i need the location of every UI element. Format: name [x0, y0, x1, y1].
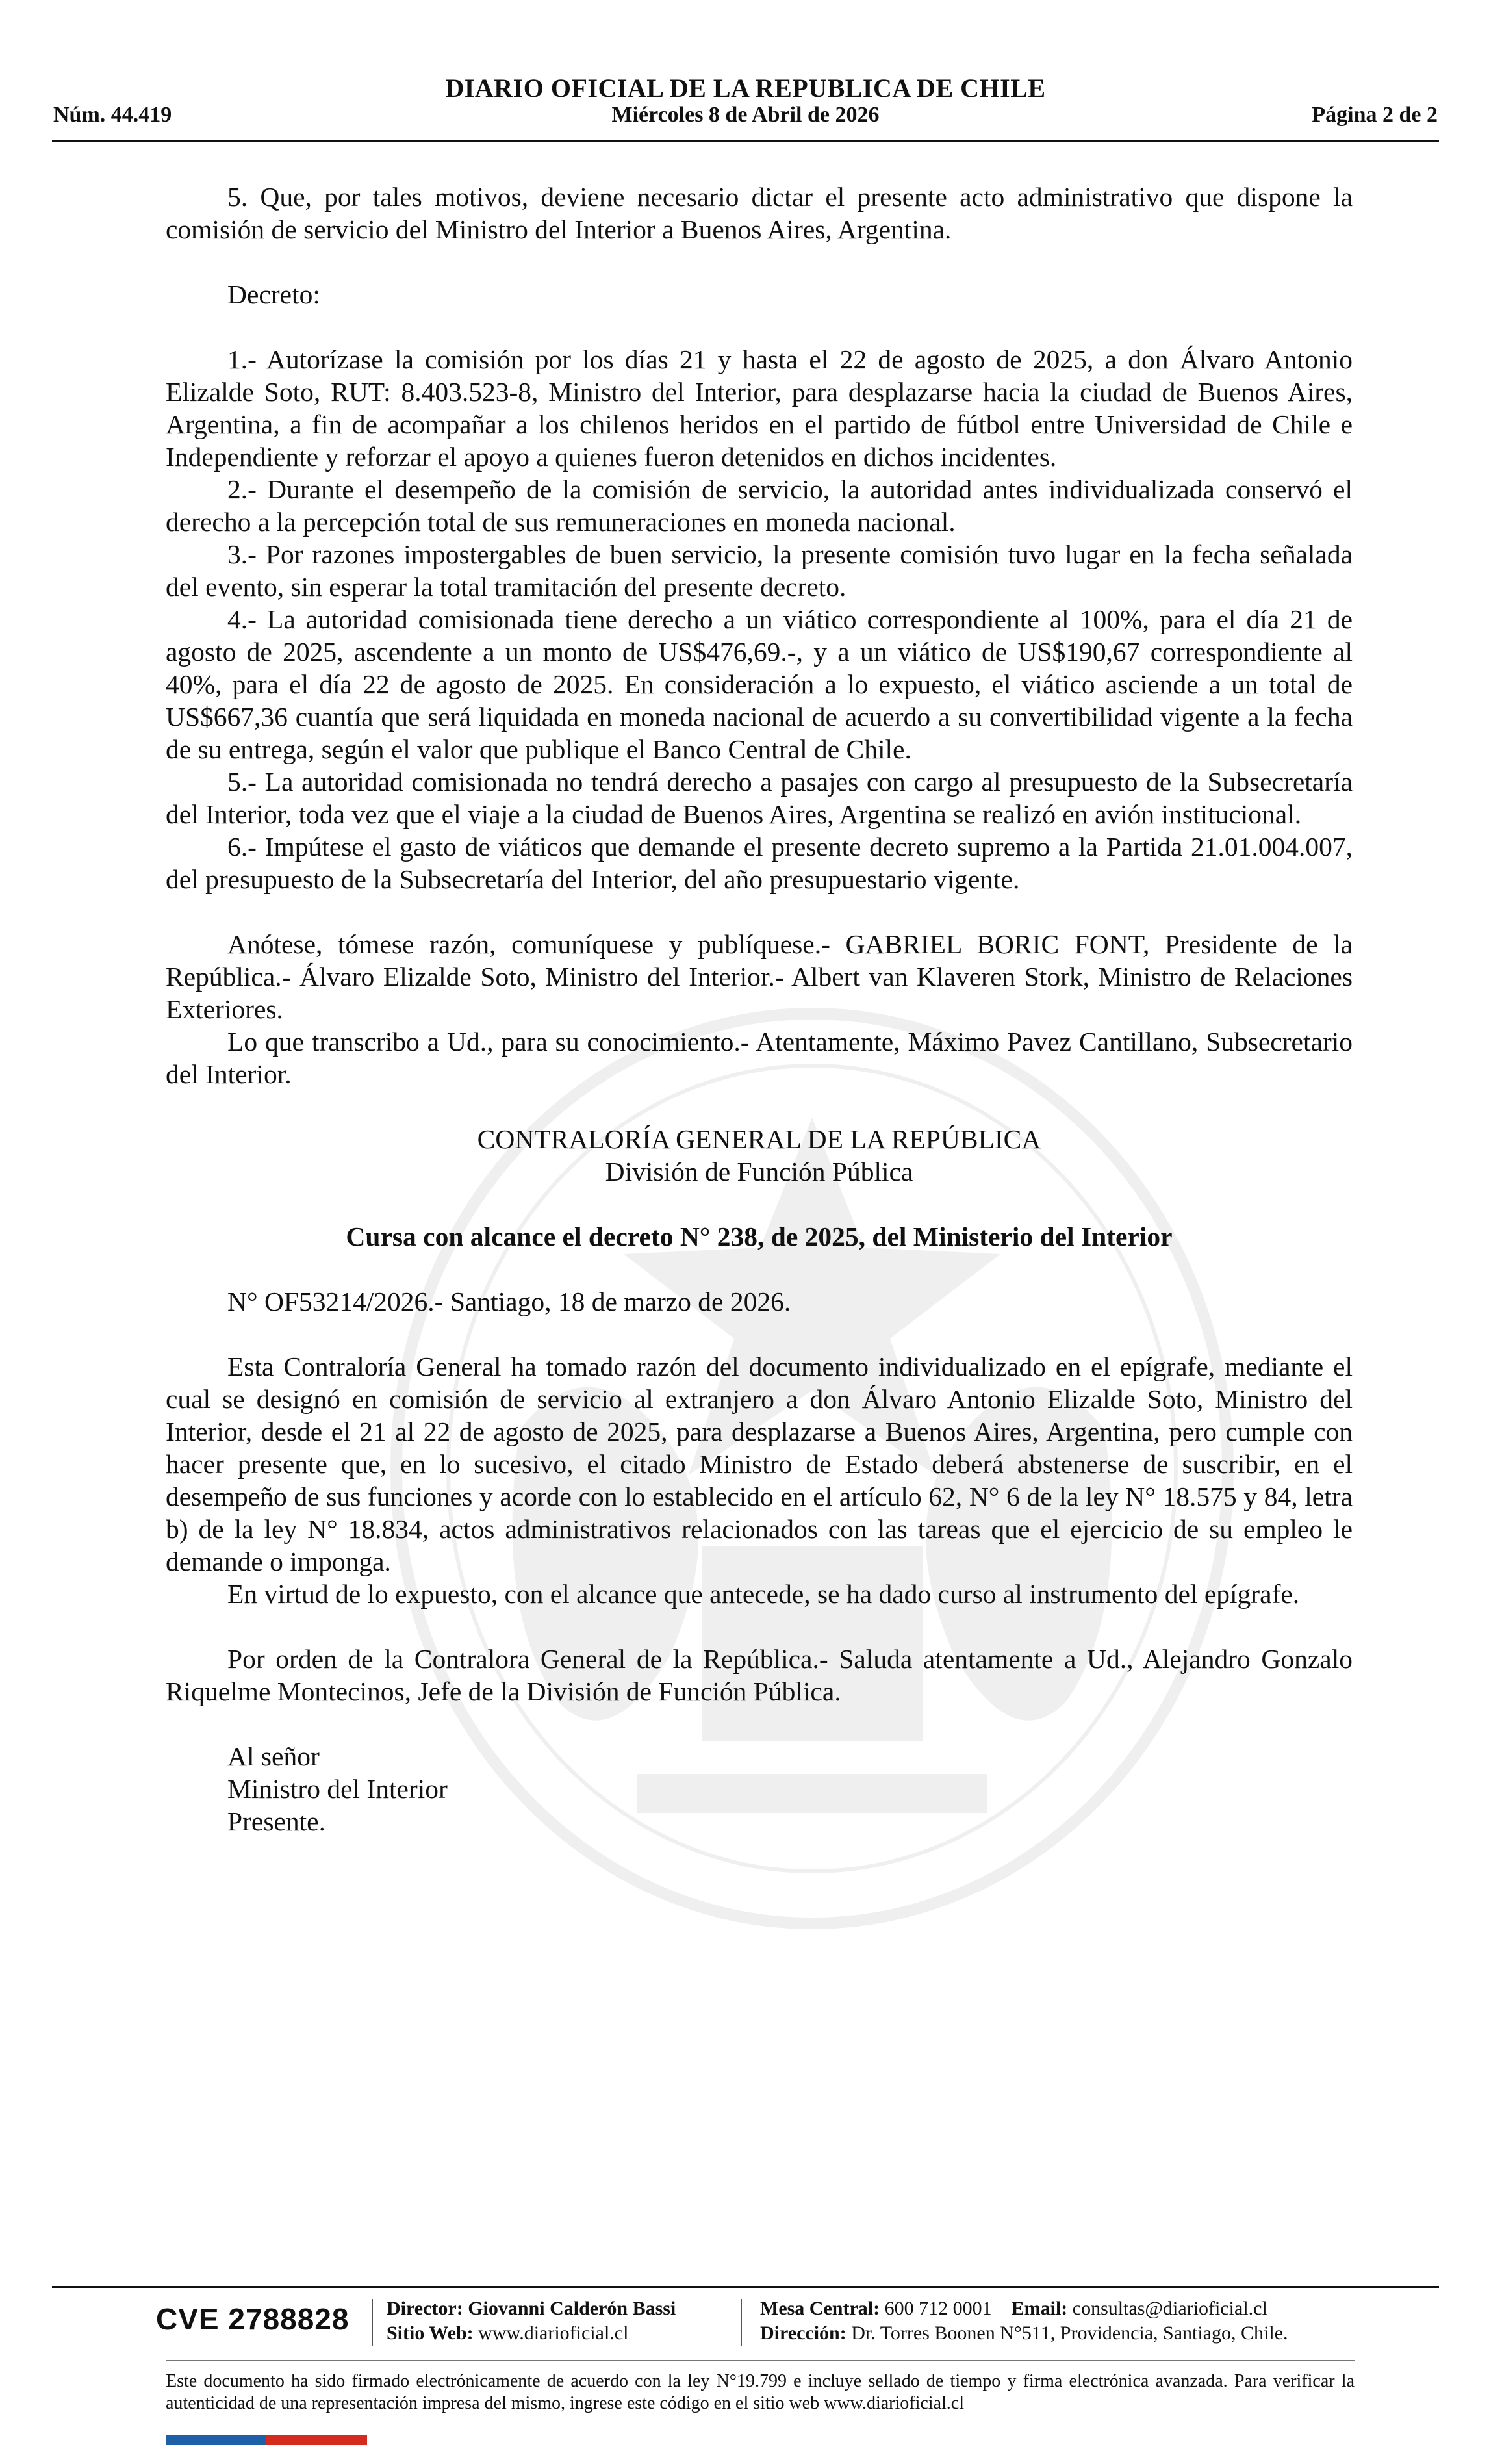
paragraph-en-virtud: En virtud de lo expuesto, con el alcance que antecede, se ha dado curso al instrumento del epígrafe.: [227, 1579, 1300, 1609]
website-label: Sitio Web:: [387, 2322, 474, 2344]
paragraph-anotese: Anótese, tómese razón, comuníquese y publíquese.- GABRIEL BORIC FONT, Presidente de la República.- Álvaro Elizalde Soto, Ministro del Interior.- Albert van Klaveren Stork, Ministro de Relaciones Exteriores.: [166, 929, 1353, 1024]
oficio-line: N° OF53214/2026.- Santiago, 18 de marzo de 2026.: [227, 1287, 791, 1316]
issue-date: Miércoles 8 de Abril de 2026: [611, 103, 880, 127]
division-heading: División de Función Pública: [605, 1157, 913, 1187]
mesa-central-label: Mesa Central:: [760, 2298, 880, 2319]
recipient-presente: Presente.: [227, 1806, 325, 1836]
email-link[interactable]: consultas@diarioficial.cl: [1072, 2298, 1267, 2319]
address-label: Dirección:: [760, 2322, 846, 2344]
paragraph-decreto-1: 1.- Autorízase la comisión por los días 21 y hasta el 22 de agosto de 2025, a don Álvaro Antonio Elizalde Soto, RUT: 8.403.523-8, Ministro del Interior, para desplazarse hacia la ciudad de Buenos Aires, Argentina, a fin de acompañar a los chilenos heridos en el partido de fútbol entre Universidad de Chile e Independiente y reforzar el apoyo a quienes fueron detenidos en dichos incidentes.: [166, 344, 1353, 472]
paragraph-decreto-2: 2.- Durante el desempeño de la comisión de servicio, la autoridad antes individualizada conservó el derecho a la percepción total de sus remuneraciones en moneda nacional.: [166, 474, 1353, 537]
cursa-title: Cursa con alcance el decreto N° 238, de 2025, del Ministerio del Interior: [346, 1222, 1173, 1251]
footer-director-column: [387, 2296, 676, 2346]
footer-legal-divider: [166, 2360, 1355, 2361]
paragraph-esta-contraloria: Esta Contraloría General ha tomado razón del documento individualizado en el epígrafe, mediante el cual se designó en comisión de servicio al extranjero a don Álvaro Antonio Elizalde Soto, Ministro del Interior, desde el 21 al 22 de agosto de 2025, para desplazarse a Buenos Aires, Argentina, pero cumple con hacer presente que, en lo sucesivo, el citado Ministro de Estado deberá abstenerse de suscribir, en el desempeño de sus funciones y acorde con lo establecido en el artículo 62, N° 6 de la ley N° 18.575 y 84, letra b) de la ley N° 18.834, actos administrativos relacionados con las tareas que el ejercicio de su empleo le demande o imponga.: [166, 1352, 1353, 1576]
legal-notice: Este documento ha sido firmado electrónicamente de acuerdo con la ley N°19.799 e incluye sellado de tiempo y firma electrónica avanzada. Para verificar la autenticidad de una representación impresa del mismo, ingrese este código en el sitio web www.diarioficial.cl: [166, 2371, 1355, 2413]
flag-red-segment: [266, 2435, 367, 2445]
paragraph-decreto-6: 6.- Impútese el gasto de viáticos que demande el presente decreto supremo a la Partida 21.01.004.007, del presupuesto de la Subsecretaría del Interior, del año presupuestario vigente.: [166, 832, 1353, 894]
chile-flag-stripe: [166, 2435, 367, 2445]
flag-blue-segment: [166, 2435, 266, 2445]
mesa-central-number: 600 712 0001: [884, 2298, 992, 2319]
footer-contact-column: [760, 2296, 1288, 2346]
paragraph-decreto-4: 4.- La autoridad comisionada tiene derecho a un viático correspondiente al 100%, para el día 21 de agosto de 2025, ascendente a un monto de US$476,69.-, y a un viático de US$190,67 correspondiente al 40%, para el día 22 de agosto de 2025. En consideración a lo expuesto, el viático asciende a un total de US$667,36 cuantía que será liquidada en moneda nacional de acuerdo a su convertibilidad vigente a la fecha de su entrega, según el valor que publique el Banco Central de Chile.: [166, 604, 1353, 764]
paragraph-decreto-5: 5.- La autoridad comisionada no tendrá derecho a pasajes con cargo al presupuesto de la Subsecretaría del Interior, toda vez que el viaje a la ciudad de Buenos Aires, Argentina se realizó en avión institucional.: [166, 767, 1353, 829]
footer-divider: [52, 2286, 1439, 2288]
recipient-salutation: Al señor: [227, 1741, 320, 1771]
footer-info: [52, 2292, 1439, 2355]
decreto-label: Decreto:: [227, 279, 320, 309]
footer-separator: [372, 2299, 373, 2346]
page-header: [52, 65, 1439, 142]
paragraph-considerando-5: 5. Que, por tales motivos, deviene necesario dictar el presente acto administrativo que dispone la comisión de servicio del Ministro del Interior a Buenos Aires, Argentina.: [166, 182, 1353, 244]
website-link[interactable]: www.diarioficial.cl: [478, 2322, 629, 2344]
paragraph-transcribo: Lo que transcribo a Ud., para su conocimiento.- Atentamente, Máximo Pavez Cantillano, Subsecretario del Interior.: [166, 1027, 1353, 1089]
footer-separator: [741, 2299, 742, 2346]
director-label: Director:: [387, 2298, 463, 2319]
email-label: Email:: [1011, 2298, 1068, 2319]
issue-number: Núm. 44.419: [53, 103, 172, 127]
contraloria-heading: CONTRALORÍA GENERAL DE LA REPÚBLICA: [477, 1124, 1041, 1154]
address-value: Dr. Torres Boonen N°511, Providencia, Santiago, Chile.: [851, 2322, 1288, 2344]
cve-code: CVE 2788828: [156, 2302, 350, 2336]
page-indicator: Página 2 de 2: [1312, 103, 1438, 127]
paragraph-por-orden: Por orden de la Contralora General de la República.- Saluda atentamente a Ud., Alejandro Gonzalo Riquelme Montecinos, Jefe de la División de Función Pública.: [166, 1644, 1353, 1706]
paragraph-decreto-3: 3.- Por razones impostergables de buen servicio, la presente comisión tuvo lugar en la fecha señalada del evento, sin esperar la total tramitación del presente decreto.: [166, 539, 1353, 602]
gazette-title: DIARIO OFICIAL DE LA REPUBLICA DE CHILE: [445, 73, 1046, 103]
recipient-title: Ministro del Interior: [227, 1774, 448, 1804]
document-body: [166, 181, 1353, 1838]
director-name: Giovanni Calderón Bassi: [468, 2298, 676, 2319]
